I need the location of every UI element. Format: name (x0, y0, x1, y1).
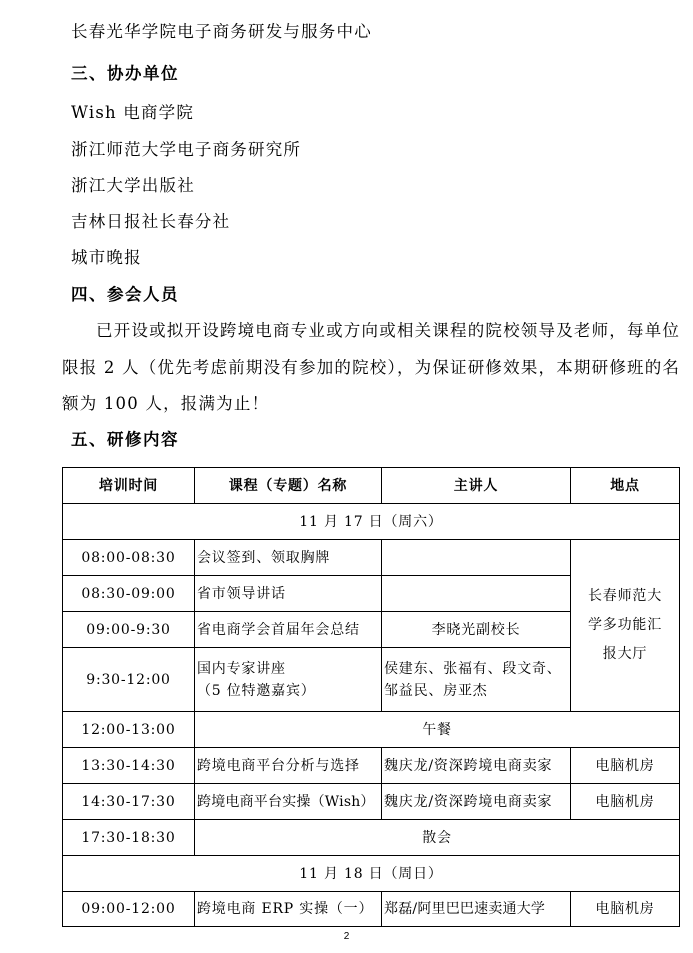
course-cell: 省电商学会首届年会总结 (195, 612, 382, 648)
co-organizer-item: Wish 电商学院 (71, 103, 195, 122)
course-cell: 会议签到、领取胸牌 (195, 540, 382, 576)
header-time: 培训时间 (63, 468, 195, 504)
co-organizer-item: 浙江师范大学电子商务研究所 (71, 140, 302, 159)
participants-text-line2: 限报 2 人（优先考虑前期没有参加的院校），为保证研修效果，本期研修班的名 (62, 358, 681, 377)
page-number: 2 (343, 931, 350, 942)
speaker-line: 邹益民、房亚杰 (384, 682, 488, 699)
co-organizer-item: 浙江大学出版社 (71, 176, 195, 195)
table-row (63, 540, 680, 576)
co-organizer-item: 吉林日报社长春分社 (71, 212, 231, 231)
table-row (63, 784, 680, 820)
day1-label: 11 月 17 日（周六） (63, 504, 680, 540)
course-cell: 省市领导讲话 (195, 576, 382, 612)
time-cell: 17:30-18:30 (63, 820, 195, 856)
course-cell: 跨境电商平台分析与选择 (195, 748, 382, 784)
table-row (63, 748, 680, 784)
day2-label: 11 月 18 日（周日） (63, 856, 680, 892)
course-cell: 跨境电商平台实操（Wish） (195, 784, 382, 820)
venue-cell: 电脑机房 (571, 784, 680, 820)
venue-cell: 电脑机房 (571, 748, 680, 784)
course-cell: 跨境电商 ERP 实操（一） (195, 892, 382, 927)
lunch-cell: 午餐 (195, 712, 680, 748)
course-line: （5 位特邀嘉宾） (197, 682, 316, 699)
course-cell (195, 648, 382, 712)
section3-heading: 三、协办单位 (71, 64, 179, 83)
time-cell: 9:30-12:00 (63, 648, 195, 712)
participants-text-line1: 已开设或拟开设跨境电商专业或方向或相关课程的院校领导及老师，每单位 (96, 321, 681, 340)
day-row (63, 504, 680, 540)
time-cell: 09:00-9:30 (63, 612, 195, 648)
time-cell: 08:30-09:00 (63, 576, 195, 612)
speaker-cell (382, 540, 571, 576)
header-venue: 地点 (571, 468, 680, 504)
venue-hall: 长春师范大学多功能汇报大厅 (571, 540, 680, 712)
time-cell: 13:30-14:30 (63, 748, 195, 784)
time-cell: 08:00-08:30 (63, 540, 195, 576)
day-row (63, 856, 680, 892)
co-organizer-item: 城市晚报 (71, 248, 142, 267)
table-row (63, 820, 680, 856)
table-row (63, 892, 680, 927)
speaker-cell: 李晓光副校长 (382, 612, 571, 648)
speaker-cell: 魏庆龙/资深跨境电商卖家 (382, 748, 571, 784)
section5-heading: 五、研修内容 (71, 430, 179, 449)
speaker-cell (382, 576, 571, 612)
time-cell: 14:30-17:30 (63, 784, 195, 820)
participants-text-line3: 额为 100 人，报满为止！ (62, 394, 270, 413)
course-line: 国内专家讲座 (197, 660, 286, 677)
speaker-cell: 魏庆龙/资深跨境电商卖家 (382, 784, 571, 820)
dismiss-cell: 散会 (195, 820, 680, 856)
speaker-line: 侯建东、张福有、段文奇、 (384, 660, 562, 677)
schedule-table (62, 467, 680, 927)
table-header-row (63, 468, 680, 504)
header-course: 课程（专题）名称 (195, 468, 382, 504)
speaker-cell: 郑磊/阿里巴巴速卖通大学 (382, 892, 571, 927)
time-cell: 12:00-13:00 (63, 712, 195, 748)
organizer-line: 长春光华学院电子商务研发与服务中心 (71, 22, 372, 41)
table-row (63, 712, 680, 748)
section4-heading: 四、参会人员 (71, 285, 179, 304)
header-speaker: 主讲人 (382, 468, 571, 504)
time-cell: 09:00-12:00 (63, 892, 195, 927)
speaker-cell (382, 648, 571, 712)
venue-cell: 电脑机房 (571, 892, 680, 927)
